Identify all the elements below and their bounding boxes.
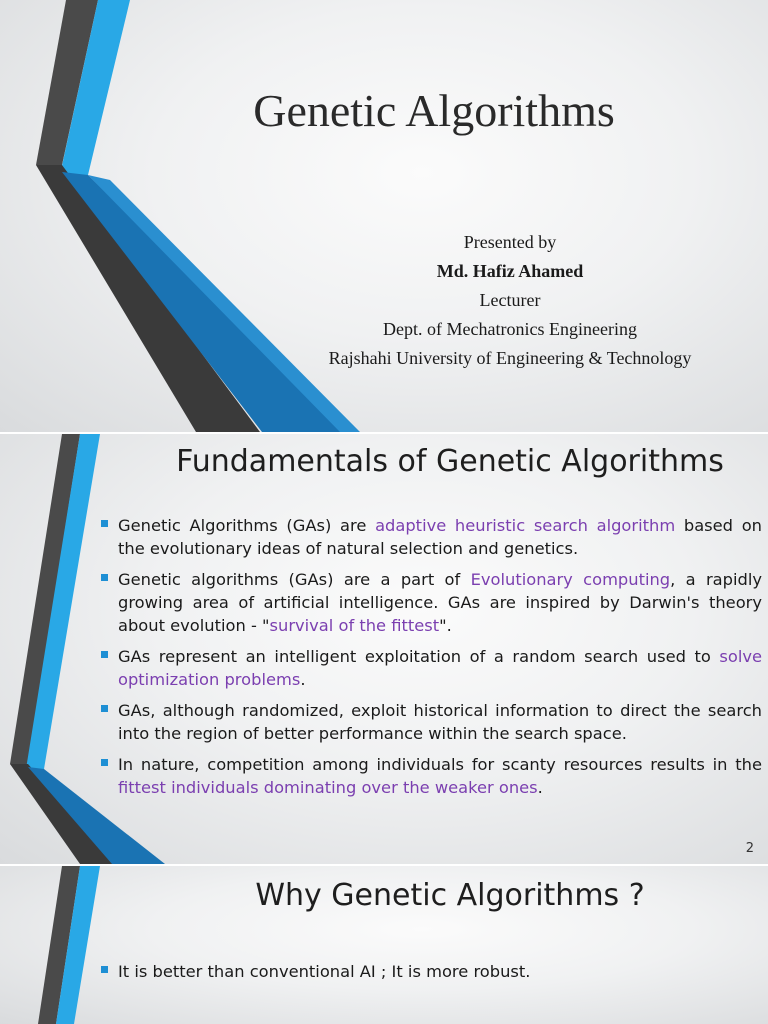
- bullet-item: Genetic Algorithms (GAs) are adaptive heuristic search algorithm based on the evolutionary ideas of natural selection and genetics.: [100, 514, 762, 560]
- slide-fundamentals: [0, 434, 768, 864]
- presented-by-label: Presented by: [463, 232, 557, 252]
- slide-why: [0, 866, 768, 1024]
- bullet-item: It is better than conventional AI ; It is more robust.: [100, 960, 762, 983]
- square-bullet-icon: [101, 574, 108, 581]
- slide-heading: Why Genetic Algorithms ?: [255, 878, 645, 913]
- square-bullet-icon: [101, 705, 108, 712]
- bullet-item: Genetic algorithms (GAs) are a part of Evolutionary computing, a rapidly growing area of artificial intelligence. GAs are inspired by Darwin's theory about evolution - "survival of the fittest".: [100, 568, 762, 637]
- page-number: 2: [745, 841, 754, 856]
- square-bullet-icon: [101, 759, 108, 766]
- square-bullet-icon: [101, 520, 108, 527]
- presenter-block: [300, 228, 720, 373]
- presenter-university: Rajshahi University of Engineering & Technology: [328, 348, 692, 368]
- slide-heading: Fundamentals of Genetic Algorithms: [176, 444, 724, 479]
- slide-title-text: Genetic Algorithms: [253, 85, 615, 136]
- square-bullet-icon: [101, 966, 108, 973]
- bullet-item: In nature, competition among individuals for scanty resources results in the fittest individuals dominating over the weaker ones.: [100, 753, 762, 799]
- bullet-item: GAs represent an intelligent exploitation of a random search used to solve optimization problems.: [100, 645, 762, 691]
- slide-title: [0, 0, 768, 432]
- presenter-position: Lecturer: [479, 290, 541, 310]
- presenter-name: Md. Hafiz Ahamed: [436, 261, 584, 281]
- bullet-item: GAs, although randomized, exploit historical information to direct the search into the region of better performance within the search space.: [100, 699, 762, 745]
- presenter-department: Dept. of Mechatronics Engineering: [383, 319, 637, 339]
- bullet-list: [100, 960, 762, 983]
- square-bullet-icon: [101, 651, 108, 658]
- bullet-list: [100, 514, 762, 807]
